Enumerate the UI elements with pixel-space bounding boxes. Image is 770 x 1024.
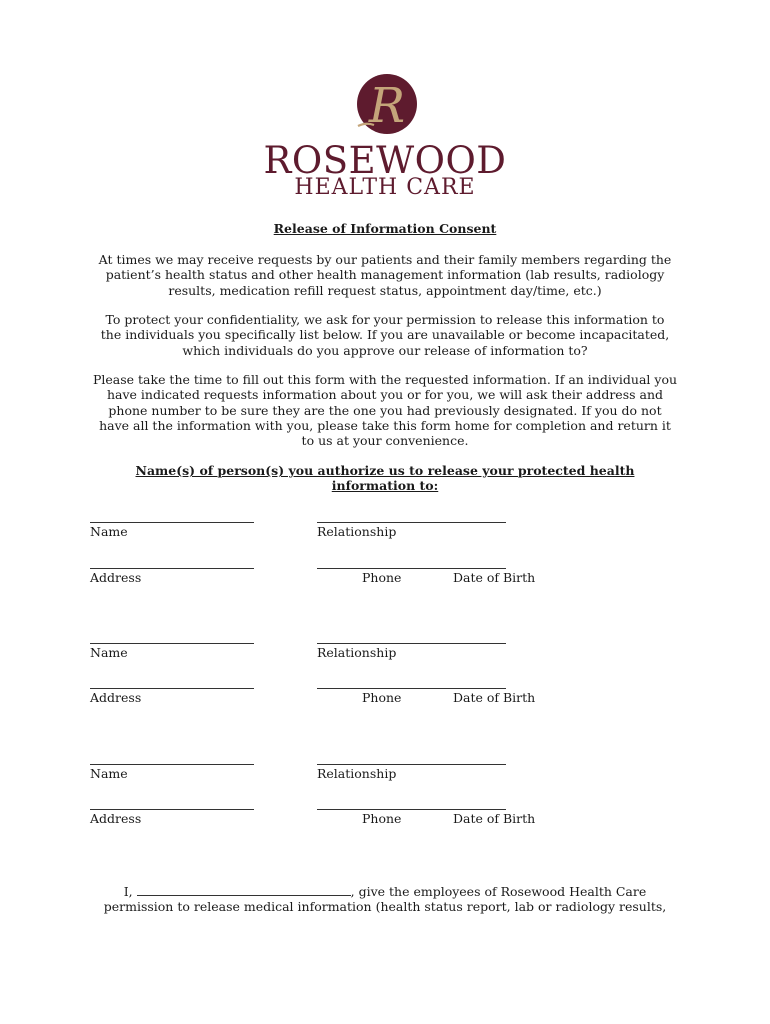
- patient-name-blank-field[interactable]: [137, 884, 351, 896]
- address-label: Address: [90, 690, 142, 705]
- dob-label: Date of Birth: [453, 570, 536, 585]
- authorized-persons-heading: Name(s) of person(s) you authorize us to release your protected health information to:: [135, 463, 635, 494]
- name-label: Name: [90, 524, 128, 539]
- address-label: Address: [90, 811, 142, 826]
- person2-name-field[interactable]: [90, 643, 254, 644]
- relationship-label: Relationship: [317, 524, 397, 539]
- relationship-label: Relationship: [317, 766, 397, 781]
- consent-statement: I, , give the employees of Rosewood Health Care permission to release medical information (health status report, lab or radiology results,: [103, 884, 667, 915]
- phone-label: Phone: [362, 570, 402, 585]
- logo-subtitle: HEALTH CARE: [294, 175, 476, 200]
- rosewood-logo: [0, 70, 770, 200]
- dob-label: Date of Birth: [453, 690, 536, 705]
- person3-name-field[interactable]: [90, 764, 254, 765]
- instructions-paragraph: Please take the time to fill out this form with the requested information. If an individual you have indicated requests information about you or for you, we will ask their address and phone number to be sure they are the one you had previously designated. If you do not have all the information with you, please take this form home for completion and return it to us at your convenience.: [92, 372, 678, 449]
- name-label: Name: [90, 645, 128, 660]
- person2-relationship-field[interactable]: [317, 643, 506, 644]
- person3-relationship-field[interactable]: [317, 764, 506, 765]
- person1-phone-dob-field[interactable]: [317, 568, 506, 569]
- svg-text:R: R: [368, 78, 406, 134]
- person3-phone-dob-field[interactable]: [317, 809, 506, 810]
- person1-address-field[interactable]: [90, 568, 254, 569]
- person3-address-field[interactable]: [90, 809, 254, 810]
- dob-label: Date of Birth: [453, 811, 536, 826]
- intro-paragraph: At times we may receive requests by our patients and their family members regarding the patient’s health status and other health management information (lab results, radiology results, medication refill request status, appointment day/time, etc.): [98, 252, 672, 298]
- monogram-r-icon: [350, 70, 420, 140]
- page-title: Release of Information Consent: [273, 221, 497, 236]
- relationship-label: Relationship: [317, 645, 397, 660]
- person1-relationship-field[interactable]: [317, 522, 506, 523]
- address-label: Address: [90, 570, 142, 585]
- confidentiality-paragraph: To protect your confidentiality, we ask for your permission to release this information to the individuals you specifically list below. If you are unavailable or become incapacitated, which individuals do you approve our release of information to?: [100, 312, 670, 358]
- name-label: Name: [90, 766, 128, 781]
- phone-label: Phone: [362, 690, 402, 705]
- person2-phone-dob-field[interactable]: [317, 688, 506, 689]
- logo-name: ROSEWOOD: [263, 139, 507, 182]
- person1-name-field[interactable]: [90, 522, 254, 523]
- person2-address-field[interactable]: [90, 688, 254, 689]
- phone-label: Phone: [362, 811, 402, 826]
